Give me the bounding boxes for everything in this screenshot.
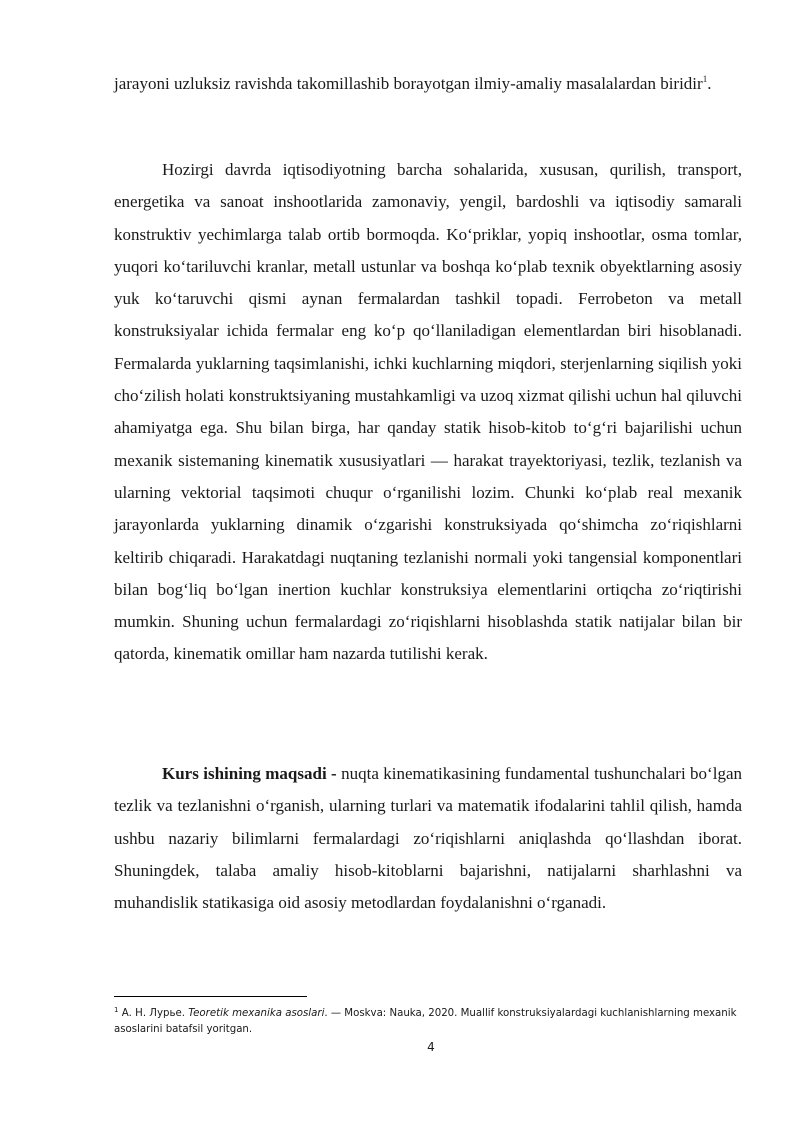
paragraph-text: Hozirgi davrda iqtisodiyotning barcha sohalarida, xususan, qurilish, transport, energetika va sanoat inshootlarida zamonaviy, yengil, bardoshli va iqtisodiy samarali konstruktiv yechimlarga talab ortib bormoqda. Ko‘priklar, yopiq inshootlar, osma tomlar, yuqori ko‘tariluvchi kranlar, metall ustunlar va boshqa ko‘plab texnik obyektlarning asosiy yuk ko‘taruvchi qismi aynan fermalardan tashkil topadi. Ferrobeton va metall konstruksiyalar ichida fermalar eng ko‘p qo‘llaniladigan elementlardan biri hisoblanadi. Fermalarda yuklarning taqsimlanishi, ichki kuchlarning miqdori, sterjenlarning siqilish yoki cho‘zilish holati konstruktsiyaning mustahkamligi va uzoq xizmat qilishi uchun hal qiluvchi ahamiyatga ega. Shu bilan birga, har qanday statik hisob-kitob to‘g‘ri bajarilishi uchun mexanik sistemaning kinematik xususiyatlari — harakat trayektoriyasi, tezlik, tezlanish va ularning vektorial taqsimoti chuqur o‘rganilishi lozim. Chunki ko‘plab real mexanik jarayonlarda yuklarning dinamik o‘zgarishi konstruksiyada qo‘shimcha zo‘riqishlarni keltirib chiqaradi. Harakatdagi nuqtaning tezlanishi normali yoki tangensial komponentlari bilan bog‘liq bo‘lgan inertion kuchlar konstruksiya elementlarini ortiqcha zo‘riqtirishi mumkin. Shuning uchun fermalardagi zo‘riqishlarni hisoblashda statik natijalar bilan bir qatorda, kinematik omillar ham nazarda tutilishi kerak.: [114, 160, 742, 664]
goal-heading: Kurs ishining maqsadi: [162, 764, 327, 783]
paragraph-text: nuqta kinematikasining fundamental tushunchalari bo‘lgan tezlik va tezlanishni o‘rganish, ularning turlari va matematik ifodalarini tahlil qilish, hamda ushbu nazariy bilimlarni fermalardagi zo‘riqishlarni aniqlashda qo‘llashdan iborat. Shuningdek, talaba amaliy hisob-kitoblarni bajarishni, natijalarni sharhlashni va muhandislik statikasiga oid asosiy metodlardan foydalanishni o‘rganadi.: [114, 764, 742, 913]
paragraph-text: jarayoni uzluksiz ravishda takomillashib borayotgan ilmiy-amaliy masalalardan biridir: [114, 74, 703, 93]
paragraph-end-punctuation: .: [707, 74, 712, 93]
footnote-number: 1: [114, 1006, 119, 1014]
footnote-author: А. Н. Лурье.: [118, 1008, 189, 1019]
footnote-book-title: Teoretik mexanika asoslari: [188, 1008, 325, 1019]
footnote-details: . — Moskva: Nauka, 2020. Muallif konstruksiyalardagi kuchlanishlarning mexanik asoslarini batafsil yoritgan.: [114, 1008, 737, 1035]
footnote-reference[interactable]: 1: [702, 74, 708, 84]
paragraph-goal: [114, 758, 742, 919]
footnote: [114, 1006, 744, 1038]
paragraph-continuation: [114, 68, 742, 100]
footnote-divider: [114, 996, 307, 997]
goal-separator: -: [326, 764, 342, 783]
page-number: 4: [427, 1040, 435, 1054]
paragraph-context: [114, 154, 742, 671]
